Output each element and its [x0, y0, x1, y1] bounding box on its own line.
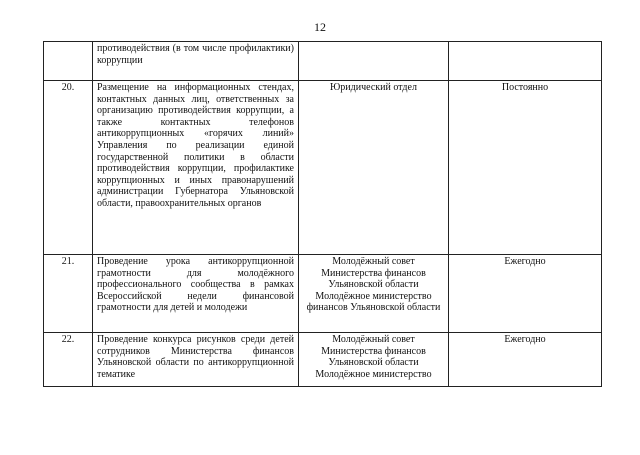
executor-line: Ульяновской области — [328, 357, 419, 369]
executor-line: Ульяновской области — [328, 279, 419, 291]
executor-line: Молодёжное министерство — [315, 290, 432, 302]
event-description: Размещение на информационных стендах, контактных данных лиц, ответственных за организацию противодействия коррупции, а также контактных телефонов антикоррупционных «горячих линий» Управления по реализации единой государственной политики в области противодействия коррупции, профилактике коррупционных и иных правонарушений администрации Губернатора Ульяновской области, правоохранительных органов — [93, 81, 299, 255]
action-plan-table — [43, 41, 602, 387]
row-number: 20. — [44, 81, 93, 255]
row-number: 22. — [44, 333, 93, 387]
table-row-continuation — [44, 42, 602, 81]
executor-line: Министерства финансов — [321, 267, 426, 279]
executor-cell — [299, 333, 449, 387]
event-description: Проведение конкурса рисунков среди детей сотрудников Министерства финансов Ульяновской области по антикоррупционной тематике — [93, 333, 299, 387]
executor-line: Молодёжный совет — [332, 256, 415, 267]
page-number: 12 — [314, 20, 326, 34]
table-row — [44, 333, 602, 387]
row-number — [44, 42, 93, 81]
executor-cell — [299, 42, 449, 81]
term-cell — [449, 42, 602, 81]
executor-cell — [299, 255, 449, 333]
executor-line: финансов Ульяновской области — [306, 302, 441, 314]
table-row — [44, 255, 602, 333]
table-row — [44, 81, 602, 255]
term-cell: Постоянно — [449, 81, 602, 255]
executor-line: Молодёжный совет — [332, 334, 415, 345]
executor-cell — [299, 81, 449, 255]
executor-line: Молодёжное министерство — [315, 368, 432, 380]
executor-line: Министерства финансов — [321, 345, 426, 357]
term-cell: Ежегодно — [449, 255, 602, 333]
event-description: противодействия (в том числе профилактики) коррупции — [93, 42, 299, 81]
term-cell: Ежегодно — [449, 333, 602, 387]
row-number: 21. — [44, 255, 93, 333]
executor-line: Юридический отдел — [330, 82, 417, 93]
event-description: Проведение урока антикоррупционной грамотности для молодёжного профессионального сообщества в рамках Всероссийской недели финансовой грамотности для детей и молодежи — [93, 255, 299, 333]
